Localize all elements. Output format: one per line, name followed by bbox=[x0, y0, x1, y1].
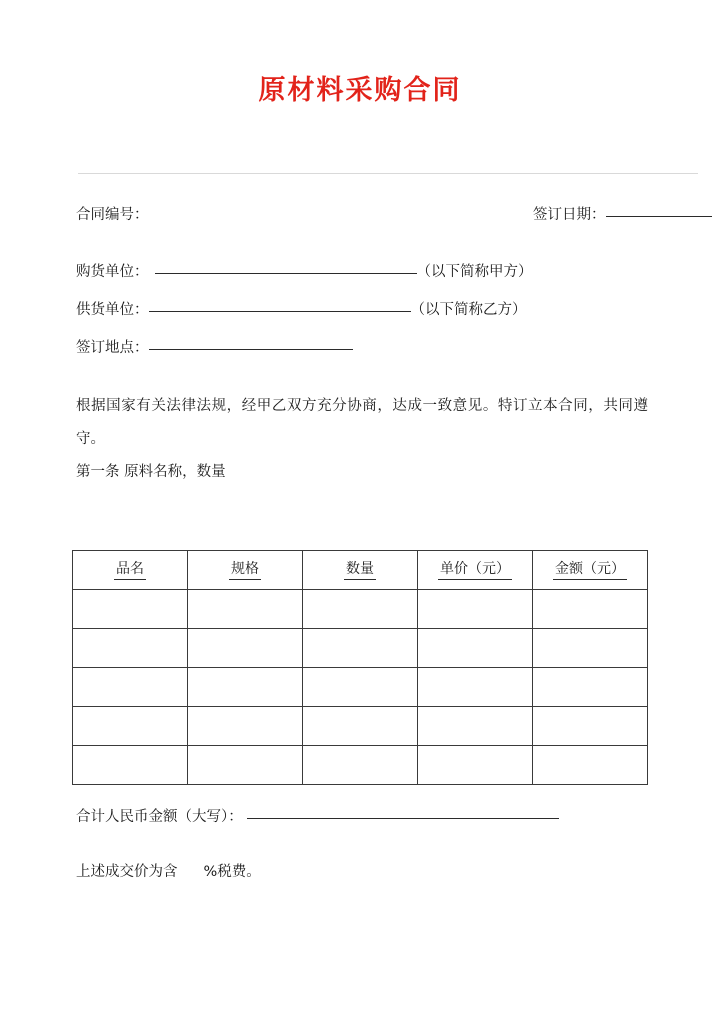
contract-header-row bbox=[76, 205, 656, 225]
sign-date-label: 签订日期： bbox=[533, 207, 606, 223]
table-cell[interactable] bbox=[188, 746, 303, 785]
table-cell[interactable] bbox=[303, 629, 418, 668]
table-col-header-shuliang bbox=[303, 551, 418, 590]
seller-input-field[interactable] bbox=[149, 311, 411, 312]
table-cell[interactable] bbox=[188, 590, 303, 629]
table-col-header-jine bbox=[533, 551, 648, 590]
table-cell[interactable] bbox=[418, 590, 533, 629]
buyer-input-field[interactable] bbox=[155, 273, 417, 274]
table-col-header-label: 金额（元） bbox=[553, 561, 627, 580]
table-col-header-label: 品名 bbox=[114, 561, 146, 580]
buyer-label: 购货单位： bbox=[76, 264, 149, 280]
total-amount-input-field[interactable] bbox=[247, 818, 559, 819]
table-row bbox=[73, 746, 648, 785]
table-cell[interactable] bbox=[188, 668, 303, 707]
page-title: 原材料采购合同 bbox=[258, 75, 462, 106]
seller-label: 供货单位： bbox=[76, 302, 149, 318]
table-cell[interactable] bbox=[303, 707, 418, 746]
table-cell[interactable] bbox=[418, 746, 533, 785]
table-cell[interactable] bbox=[533, 629, 648, 668]
sign-place-label: 签订地点： bbox=[76, 340, 149, 356]
table-row bbox=[73, 590, 648, 629]
table-cell[interactable] bbox=[188, 629, 303, 668]
table-cell[interactable] bbox=[73, 629, 188, 668]
table-col-header-danjia bbox=[418, 551, 533, 590]
table-cell[interactable] bbox=[73, 707, 188, 746]
table-cell[interactable] bbox=[73, 746, 188, 785]
table-cell[interactable] bbox=[533, 707, 648, 746]
total-amount-label: 合计人民币金额（大写）： bbox=[76, 809, 243, 825]
table-row bbox=[73, 707, 648, 746]
sign-place-row bbox=[76, 338, 353, 358]
seller-row bbox=[76, 300, 527, 320]
table-cell[interactable] bbox=[73, 668, 188, 707]
contract-no-label: 合同编号： bbox=[76, 207, 149, 223]
table-cell[interactable] bbox=[418, 668, 533, 707]
buyer-suffix: （以下简称甲方） bbox=[416, 264, 533, 280]
tax-note-suffix: %税费。 bbox=[203, 864, 261, 880]
table-cell[interactable] bbox=[533, 590, 648, 629]
table-row bbox=[73, 629, 648, 668]
table-cell[interactable] bbox=[303, 668, 418, 707]
sign-date-field[interactable] bbox=[606, 216, 712, 217]
table-header-row bbox=[73, 551, 648, 590]
sign-date-group bbox=[533, 205, 712, 225]
sign-place-input-field[interactable] bbox=[149, 349, 353, 350]
table-cell[interactable] bbox=[303, 590, 418, 629]
header-divider bbox=[78, 173, 698, 174]
table-cell[interactable] bbox=[303, 746, 418, 785]
table-col-header-label: 单价（元） bbox=[438, 561, 512, 580]
table-cell[interactable] bbox=[188, 707, 303, 746]
table-cell[interactable] bbox=[533, 746, 648, 785]
table-cell[interactable] bbox=[418, 707, 533, 746]
table-cell[interactable] bbox=[533, 668, 648, 707]
tax-note-prefix: 上述成交价为含 bbox=[76, 864, 178, 880]
table-col-header-guige bbox=[188, 551, 303, 590]
goods-table bbox=[72, 550, 648, 785]
table-col-header-label: 规格 bbox=[229, 561, 261, 580]
tax-note-row bbox=[76, 862, 261, 882]
buyer-row bbox=[76, 262, 533, 282]
seller-suffix: （以下简称乙方） bbox=[410, 302, 527, 318]
table-cell[interactable] bbox=[73, 590, 188, 629]
table-row bbox=[73, 668, 648, 707]
table-col-header-pinming bbox=[73, 551, 188, 590]
table-col-header-label: 数量 bbox=[344, 561, 376, 580]
table-cell[interactable] bbox=[418, 629, 533, 668]
preamble-paragraph: 根据国家有关法律法规，经甲乙双方充分协商，达成一致意见。特订立本合同，共同遵守。 bbox=[76, 398, 648, 447]
total-amount-row bbox=[76, 807, 559, 827]
clause-1-title: 第一条 原料名称，数量 bbox=[76, 464, 226, 480]
